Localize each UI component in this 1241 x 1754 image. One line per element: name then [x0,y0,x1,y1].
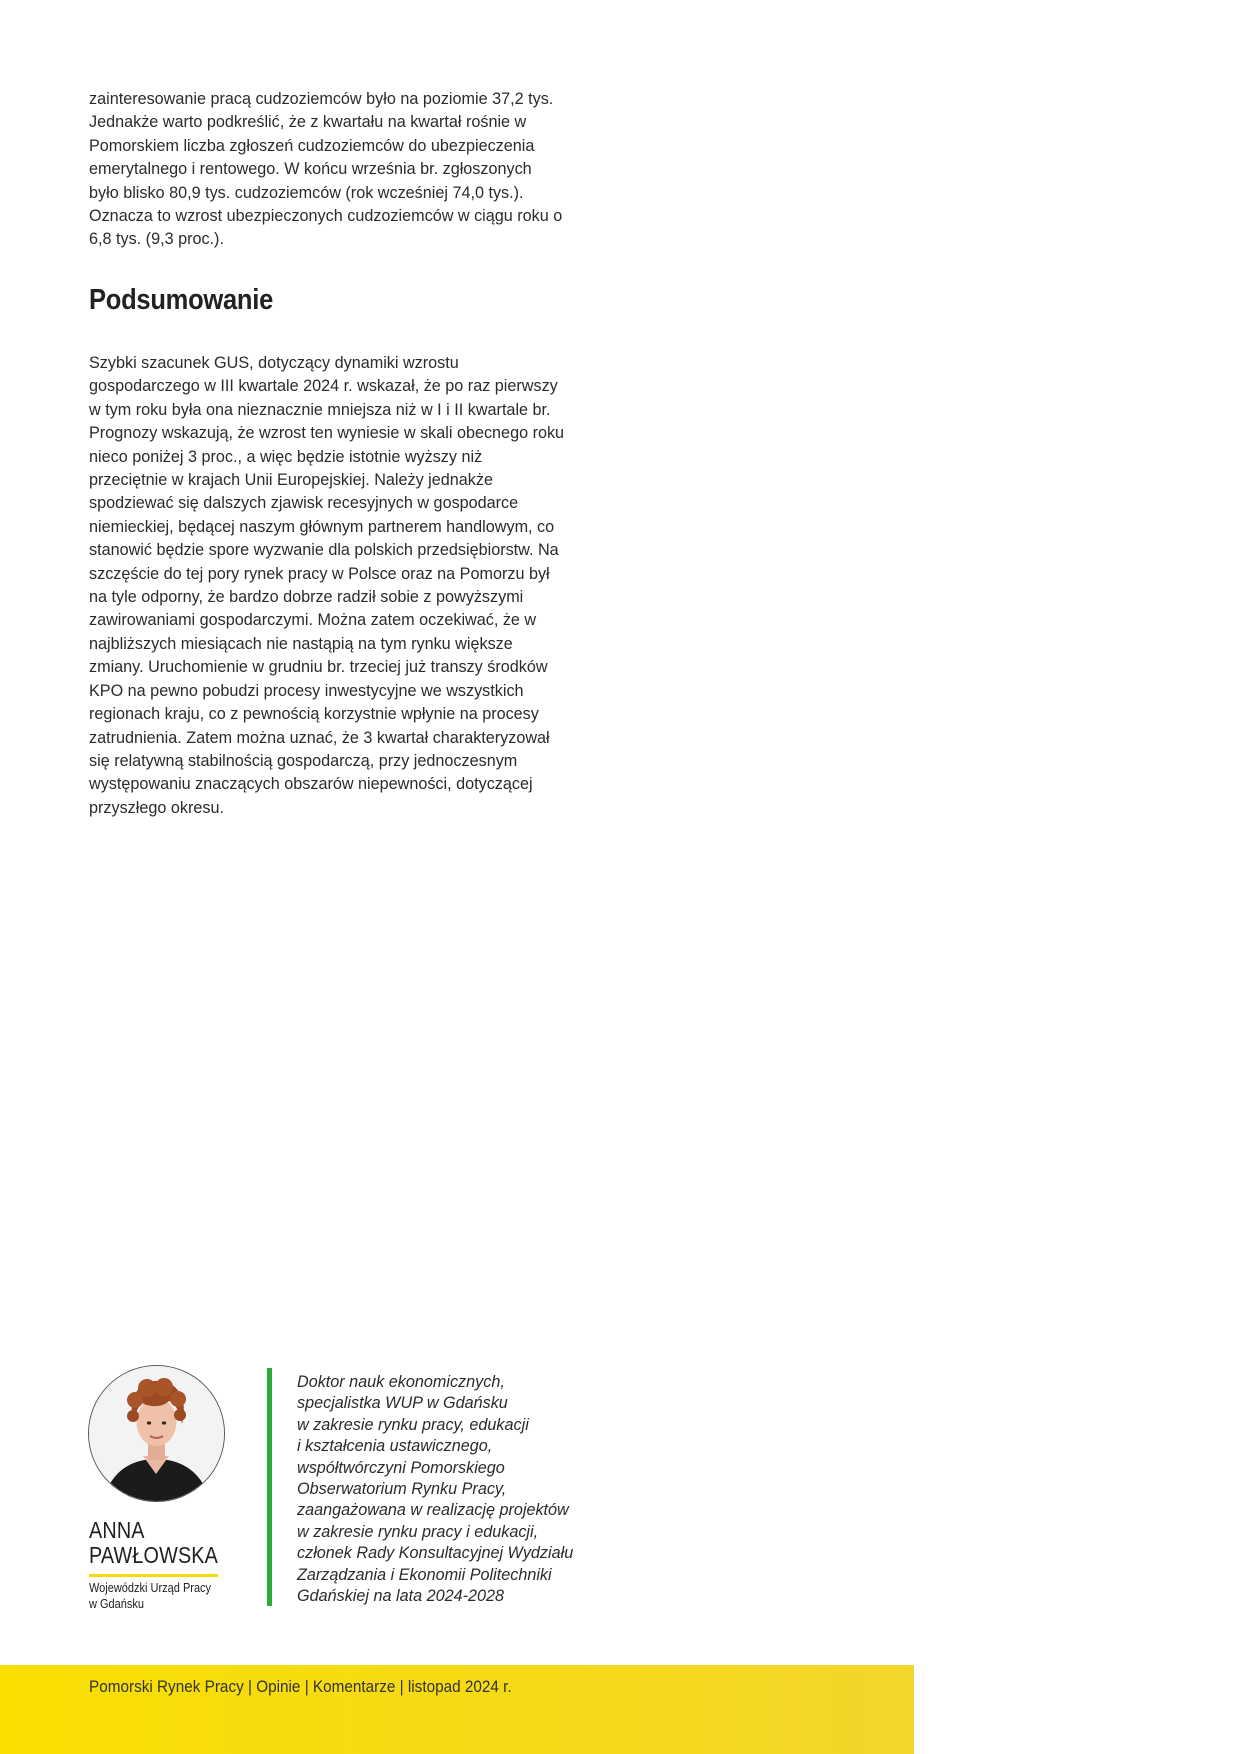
bio-line: Zarządzania i Ekonomii Politechniki [297,1565,552,1584]
text-line: gospodarczego w III kwartale 2024 r. wskazał, że po raz pierwszy [89,377,558,396]
author-bio [297,1372,573,1607]
text-line: Jednakże warto podkreślić, że z kwartału na kwartał rośnie w [89,113,527,132]
author-org-line: Wojewódzki Urząd Pracy [89,1581,212,1595]
intro-paragraph [89,88,619,252]
text-line: Pomorskiem liczba zgłoszeń cudzoziemców do ubezpieczenia [89,136,535,155]
text-line: zmiany. Uruchomienie w grudniu br. trzeciej już transzy środków [89,658,548,677]
bio-line: Obserwatorium Rynku Pracy, [297,1480,507,1499]
text-line: nieco poniżej 3 proc., a więc będzie istotnie wyższy niż [89,447,483,466]
text-line: niemieckiej, będącej naszym głównym partnerem handlowym, co [89,517,555,536]
bio-line: w zakresie rynku pracy i edukacji, [297,1522,539,1541]
text-line: w tym roku była ona nieznacznie mniejsza niż w I i II kwartale br. [89,400,551,419]
author-portrait-icon [89,1366,224,1501]
text-line: zatrudnienia. Zatem można uznać, że 3 kwartał charakteryzował [89,728,550,747]
author-last-name: PAWŁOWSKA [89,1542,219,1568]
bio-line: Gdańskiej na lata 2024-2028 [297,1587,504,1606]
text-line: szczęście do tej pory rynek pracy w Polsce oraz na Pomorzu był [89,564,550,583]
text-line: 6,8 tys. (9,3 proc.). [89,230,224,249]
text-line: Prognozy wskazują, że wzrost ten wyniesie w skali obecnego roku [89,424,565,443]
text-line: Szybki szacunek GUS, dotyczący dynamiki wzrostu [89,354,459,372]
bio-line: i kształcenia ustawicznego, [297,1437,493,1456]
text-line: Oznacza to wzrost ubezpieczonych cudzoziemców w ciągu roku o [89,207,563,226]
text-line: na tyle odporny, że bardzo dobrze radził sobie z powyższymi [89,588,524,607]
bio-line: współtwórczyni Pomorskiego [297,1458,505,1477]
bio-line: Doktor nauk ekonomicznych, [297,1373,505,1391]
author-photo [88,1365,225,1502]
bio-line: w zakresie rynku pracy, edukacji [297,1415,529,1434]
text-line: najbliższych miesiącach nie nastąpią na tym rynku większe [89,634,513,653]
summary-paragraph [89,352,619,820]
text-line: było blisko 80,9 tys. cudzoziemców (rok wcześniej 74,0 tys.). [89,183,524,202]
author-organization [89,1580,211,1612]
text-line: zainteresowanie pracą cudzoziemców było na poziomie 37,2 tys. [89,90,554,108]
text-line: emerytalnego i rentowego. W końcu września br. zgłoszonych [89,160,532,179]
section-heading: Podsumowanie [89,284,274,316]
text-line: przeciętnie w krajach Unii Europejskiej. Należy jednakże [89,471,493,490]
text-line: spodziewać się dalszych zjawisk recesyjnych w gospodarce [89,494,519,513]
bio-line: członek Rady Konsultacyjnej Wydziału [297,1544,574,1563]
text-line: KPO na pewno pobudzi procesy inwestycyjne we wszystkich [89,681,524,700]
text-line: występowaniu znaczących obszarów niepewności, dotyczącej [89,775,533,794]
text-line: przyszłego okresu. [89,798,224,817]
text-line: zawirowaniami gospodarczymi. Można zatem oczekiwać, że w [89,611,537,630]
bio-line: zaangażowana w realizację projektów [297,1501,569,1520]
bio-line: specjalistka WUP w Gdańsku [297,1394,508,1413]
author-name [89,1518,218,1568]
text-line: regionach kraju, co z pewnością korzystnie wpłynie na procesy [89,705,539,724]
text-line: się relatywną stabilnością gospodarczą, przy jednoczesnym [89,751,518,770]
footer-text: Pomorski Rynek Pracy | Opinie | Komentarze | listopad 2024 r. [89,1677,512,1696]
author-org-line: w Gdańsku [89,1597,145,1611]
bio-accent-bar [267,1368,272,1606]
author-name-underline [89,1574,218,1577]
text-line: stanowić będzie spore wyzwanie dla polskich przedsiębiorstw. Na [89,541,559,560]
author-first-name: ANNA [89,1517,145,1543]
